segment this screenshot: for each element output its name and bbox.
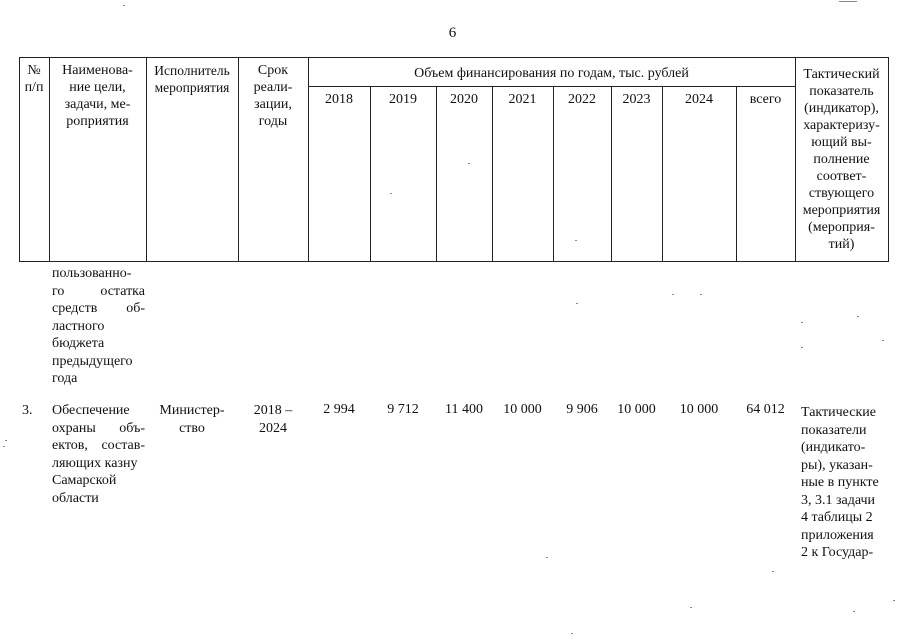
continued-row-name: [52, 265, 145, 388]
header-financing: Объем финансирования по годам, тыс. рублей: [414, 66, 689, 81]
header-term: Срок реали- зации, годы: [253, 63, 293, 129]
row3-executor: Министер- ство: [159, 403, 225, 436]
year-2022: 2022: [568, 92, 596, 107]
row3-indicator: Тактические показатели (индикато- ры), указан- ные в пункте 3, 3.1 задачи 4 таблицы 2 приложения 2 к Государ-: [801, 405, 879, 560]
text-line: года: [52, 371, 78, 386]
year-2024: 2024: [685, 92, 713, 107]
year-2023: 2023: [622, 92, 651, 107]
text-line: ектов, состав-: [52, 438, 145, 453]
text-line: средств об-: [52, 301, 145, 316]
header-num: № п/п: [24, 63, 44, 95]
row3-value-2020: 11 400: [445, 402, 483, 417]
header-indicator: Тактический показатель (индикатор), характеризу- ющий вы- полнение соответ- ствующего мероприятия (мероприя- тий): [802, 67, 881, 252]
text-line: Обеспечение: [52, 403, 130, 418]
row3-value-2019: 9 712: [387, 402, 419, 417]
header-name: Наименова- ние цели, задачи, ме- роприятия: [62, 63, 133, 129]
row3-value-total: 64 012: [746, 402, 785, 417]
row3-value-2021: 10 000: [503, 402, 542, 417]
text-line: области: [52, 490, 99, 506]
row3-term: 2018 – 2024: [253, 403, 293, 436]
text-line: охраны объ-: [52, 420, 145, 436]
row3-name: [52, 402, 145, 507]
header-executor: Исполнитель мероприятия: [154, 63, 230, 95]
row3-value-2022: 9 906: [566, 402, 598, 417]
text-line: предыдущего: [52, 353, 133, 369]
page-number: 6: [448, 25, 457, 41]
year-2021: 2021: [508, 92, 537, 107]
year-2020: 2020: [450, 92, 478, 107]
year-total: всего: [749, 92, 782, 107]
text-line: пользованно-: [52, 266, 132, 281]
row3-value-2018: 2 994: [323, 402, 355, 417]
text-line: бюджета: [52, 336, 105, 351]
year-2019: 2019: [389, 92, 417, 107]
row3-value-2024: 10 000: [679, 402, 719, 417]
text-line: го остатка: [52, 283, 145, 299]
text-line: ляющих казну: [52, 455, 138, 471]
text-line: ластного: [52, 318, 105, 334]
row3-value-2023: 10 000: [617, 402, 656, 417]
year-2018: 2018: [325, 92, 353, 107]
row3-num: 3.: [22, 403, 33, 418]
text-line: Самарской: [52, 473, 117, 488]
